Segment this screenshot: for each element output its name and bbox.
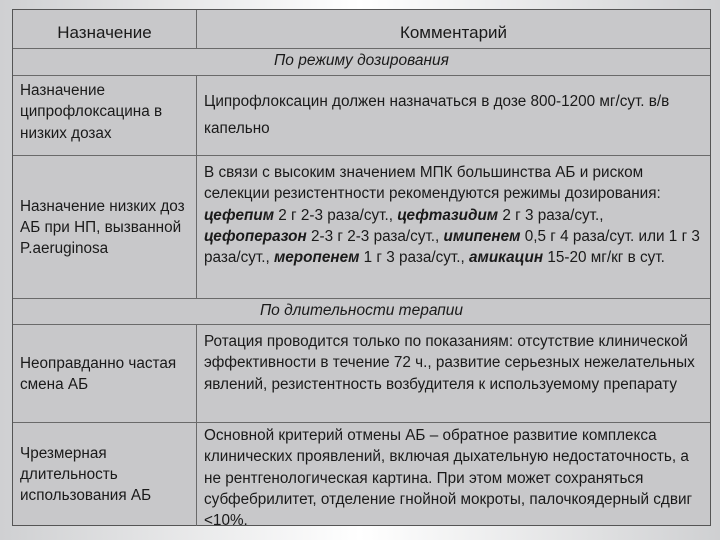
drug-name: амикацин [469, 249, 544, 267]
header-col-comment: Комментарий [399, 23, 508, 42]
drug-name: имипенем [443, 227, 521, 245]
section-row [13, 48, 710, 76]
row-label [13, 423, 197, 526]
table-row [13, 155, 710, 299]
drug-name: цефепим [204, 206, 275, 224]
drug-name: цефоперазон [204, 227, 307, 245]
header-row [13, 10, 710, 48]
row-comment [197, 156, 710, 299]
row-comment: Ципрофлоксацин должен назначаться в дозе 800-1200 мг/сут. в/в капельно [204, 93, 670, 137]
comment-text: В связи с высоким значением МПК большинства АБ и риском селекции резистентности рекомендуются режимы дозирования: [204, 164, 661, 203]
comment-text: 2 г 2-3 раза/сут., [274, 206, 398, 224]
comment-text: 2-3 г 2-3 раза/сут., [306, 227, 444, 245]
row-comment: Ротация проводится только по показаниям: отсутствие клинической эффективности в течение 72 ч., развитие серьезных нежелательных явлений, резистентность возбудителя к используемому препарату [204, 333, 695, 393]
table-row [13, 75, 710, 156]
section-row [13, 298, 710, 325]
row-label: Назначение ципрофлоксацина в низких дозах [13, 76, 197, 156]
comment-text: 15-20 мг/кг в сут. [543, 249, 665, 267]
drug-name: меропенем [273, 249, 360, 267]
comment-text: 1 г 3 раза/сут., [359, 249, 469, 267]
row-label-text: Назначение низких доз АБ при НП, вызванной P.aeruginosa [20, 197, 185, 258]
table-row [13, 422, 710, 530]
row-label [13, 156, 197, 299]
row-label-text: Чрезмерная длительность использования АБ [20, 444, 152, 505]
section-title-duration: По длительности терапии [259, 302, 464, 319]
drug-name: цефтазидим [397, 206, 499, 224]
section-title-dosing: По режиму дозирования [274, 52, 449, 69]
row-label-text: Неоправданно частая смена АБ [20, 354, 177, 393]
row-comment: Основной критерий отмены АБ – обратное развитие комплекса клинических проявлений, включая дыхательную недостаточность, а не рентгенологическая картина. При этом может сохраняться субфебрилитет, отделение гнойной мокроты, палочкоядерный сдвиг <10%. [204, 427, 693, 530]
table-row [13, 324, 710, 423]
antibiotic-errors-table [12, 9, 711, 530]
comment-text: 2 г 3 раза/сут., [498, 206, 604, 224]
header-col-assignment: Назначение [13, 10, 197, 48]
comment-text: 0,5 г 4 раза/сут. или 1 г 3 раза/сут., [204, 227, 700, 267]
row-label [13, 325, 197, 423]
